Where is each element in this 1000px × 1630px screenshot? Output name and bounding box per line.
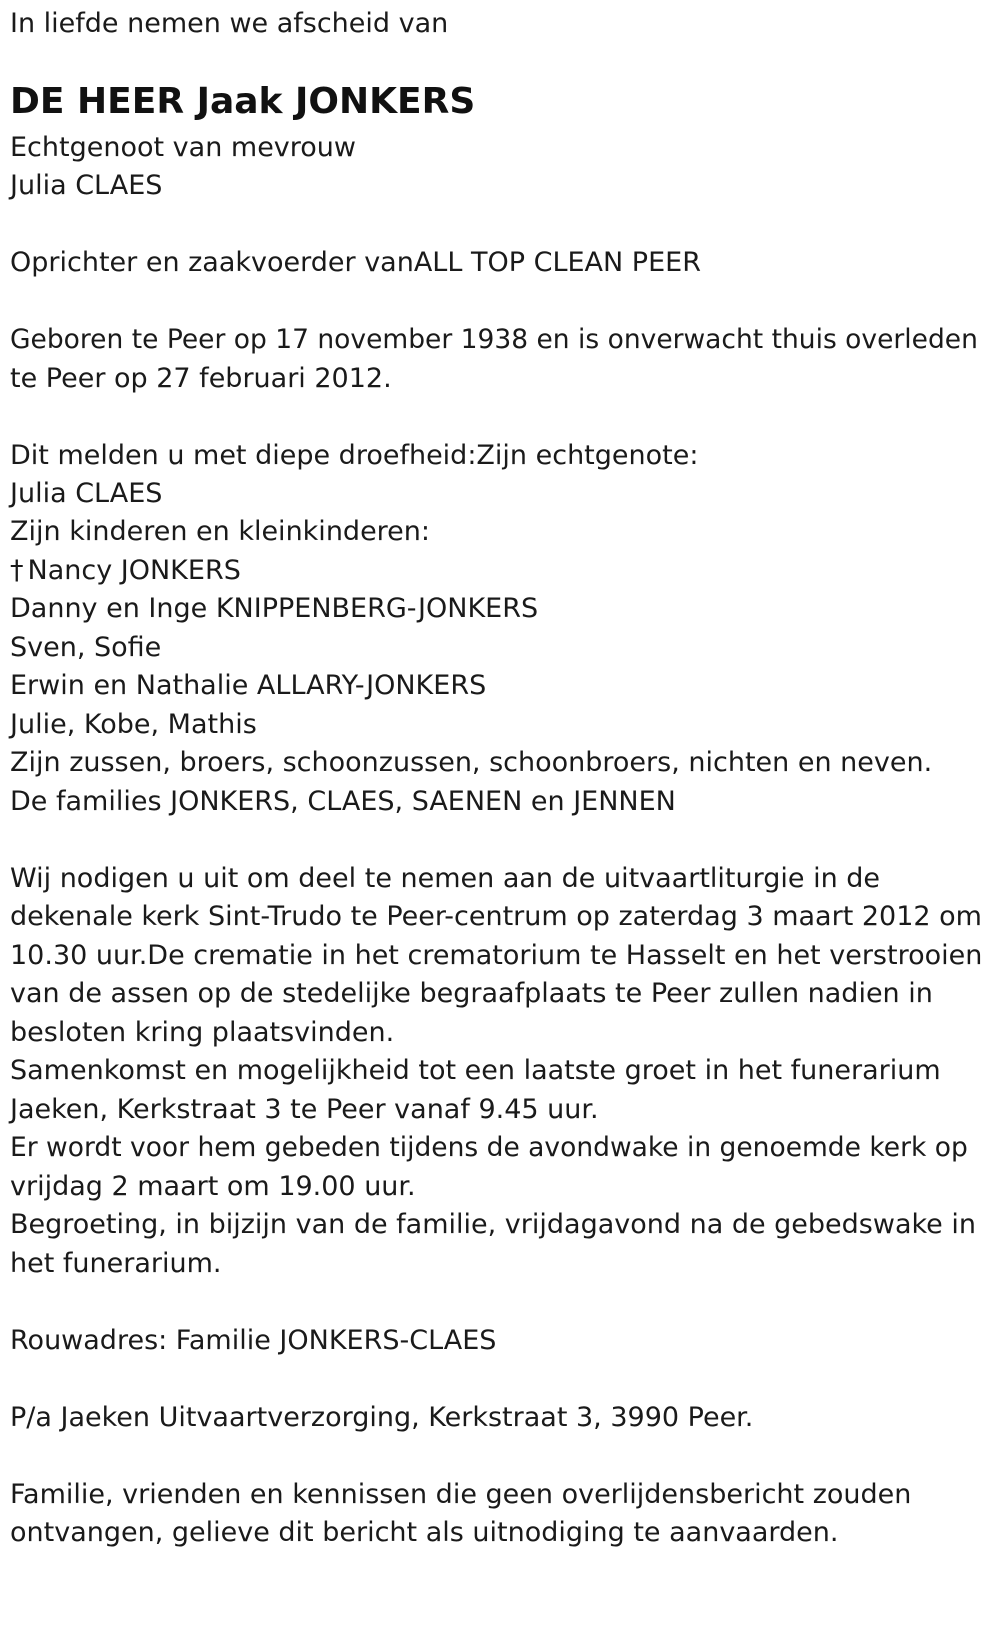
- ceremony-line-8: Er wordt voor hem gebeden tijdens de avondwake in genoemde kerk op: [10, 1132, 968, 1163]
- siblings-line: Zijn zussen, broers, schoonzussen, schoonbroers, nichten en neven.: [10, 747, 933, 778]
- ceremony-line-9: vrijdag 2 maart om 19.00 uur.: [10, 1171, 416, 1202]
- ceremony-line-3: 10.30 uur.De crematie in het crematorium te Hasselt en het verstrooien: [10, 940, 983, 971]
- child-1-name: Nancy JONKERS: [27, 555, 241, 586]
- child-3: Erwin en Nathalie ALLARY-JONKERS: [10, 670, 487, 701]
- care-address: P/a Jaeken Uitvaartverzorging, Kerkstraat 3, 3990 Peer.: [10, 1402, 754, 1433]
- cross-icon: †: [10, 555, 24, 586]
- ceremony-line-7: Jaeken, Kerkstraat 3 te Peer vanaf 9.45 uur.: [10, 1094, 599, 1125]
- deceased-name: DE HEER Jaak JONKERS: [10, 81, 476, 122]
- birth-line-2: te Peer op 27 februari 2012.: [10, 363, 392, 394]
- grandchildren-3: Julie, Kobe, Mathis: [10, 709, 257, 740]
- families-line: De families JONKERS, CLAES, SAENEN en JENNEN: [10, 786, 676, 817]
- birth-line-1: Geboren te Peer op 17 november 1938 en is onverwacht thuis overleden: [10, 324, 978, 355]
- family-announce: Dit melden u met diepe droefheid:Zijn echtgenote:: [10, 440, 699, 471]
- ceremony-line-10: Begroeting, in bijzijn van de familie, vrijdagavond na de gebedswake in: [10, 1209, 976, 1240]
- children-label: Zijn kinderen en kleinkinderen:: [10, 516, 431, 547]
- child-2: Danny en Inge KNIPPENBERG-JONKERS: [10, 593, 539, 624]
- family-spouse: Julia CLAES: [10, 478, 163, 509]
- child-1: [10, 551, 241, 591]
- closing-line-2: ontvangen, gelieve dit bericht als uitnodiging te aanvaarden.: [10, 1517, 839, 1548]
- ceremony-line-6: Samenkomst en mogelijkheid tot een laatste groet in het funerarium: [10, 1055, 941, 1086]
- mourning-address: Rouwadres: Familie JONKERS-CLAES: [10, 1325, 497, 1356]
- ceremony-line-2: dekenale kerk Sint-Trudo te Peer-centrum op zaterdag 3 maart 2012 om: [10, 901, 982, 932]
- ceremony-line-4: van de assen op de stedelijke begraafplaats te Peer zullen nadien in: [10, 978, 933, 1009]
- ceremony-line-5: besloten kring plaatsvinden.: [10, 1017, 395, 1048]
- grandchildren-2: Sven, Sofie: [10, 632, 162, 663]
- founder-line: Oprichter en zaakvoerder vanALL TOP CLEAN PEER: [10, 247, 701, 278]
- ceremony-line-11: het funerarium.: [10, 1248, 222, 1279]
- intro-line: In liefde nemen we afscheid van: [10, 8, 449, 39]
- closing-line-1: Familie, vrienden en kennissen die geen overlijdensbericht zouden: [10, 1479, 912, 1510]
- spouse-label: Echtgenoot van mevrouw: [10, 132, 357, 163]
- spouse-name: Julia CLAES: [10, 170, 163, 201]
- ceremony-line-1: Wij nodigen u uit om deel te nemen aan de uitvaartliturgie in de: [10, 863, 881, 894]
